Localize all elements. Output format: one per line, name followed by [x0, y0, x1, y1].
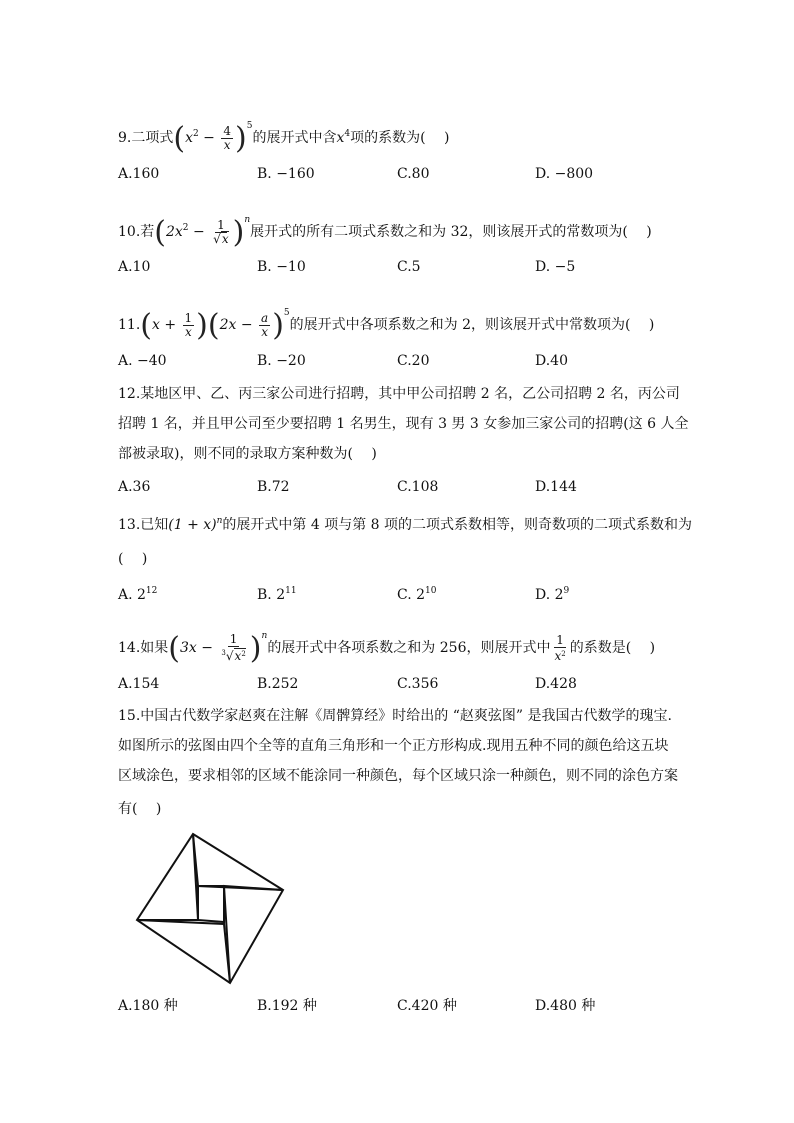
q11-outer-exp: 5 [283, 308, 290, 318]
q10-fraction [211, 219, 230, 246]
q9-option-c[interactable]: C.80 [397, 166, 430, 182]
question-10-stem [118, 210, 652, 250]
q15-option-a[interactable]: A.180 种 [118, 998, 178, 1014]
right-paren: ) [272, 308, 284, 343]
q14-expr-a: 3x − [179, 640, 218, 656]
question-15-options [118, 996, 698, 1016]
q11-factor2-a: 2x − [219, 317, 258, 333]
q13-option-a-label: A. 2 [118, 587, 146, 603]
q11-option-a[interactable]: A. −40 [118, 353, 167, 369]
q9-frac-den: x [223, 137, 231, 152]
q13-option-c-label: C. 2 [397, 587, 426, 603]
q10-minus: − [188, 224, 210, 240]
q14-option-b[interactable]: B.252 [257, 676, 299, 692]
q13-option-b-label: B. 2 [257, 587, 286, 603]
q14-fraction [219, 633, 247, 663]
q11-frac2-den: x [261, 324, 268, 339]
q9-option-d[interactable]: D. −800 [535, 166, 594, 182]
inner-square [198, 886, 224, 922]
right-paren: ) [232, 215, 245, 250]
question-12-line-3: 部被录取)，则不同的录取方案种数为( ) [118, 446, 377, 462]
q13-option-b-exp: 11 [285, 586, 297, 596]
question-13-options [118, 581, 698, 601]
q12-option-a[interactable]: A.36 [118, 479, 151, 495]
q14-suffix: 的系数是( ) [569, 640, 656, 656]
question-9-stem [118, 116, 450, 156]
q13-option-c[interactable] [397, 581, 436, 605]
question-12-options [118, 477, 698, 497]
question-14-prefix: 14.如果 [118, 640, 169, 656]
question-15-line-1: 15.中国古代数学家赵爽在注解《周髀算经》时给出的 “赵爽弦图” 是我国古代数学的瑰宝. [118, 708, 672, 724]
right-paren: ) [196, 308, 208, 343]
q15-option-d[interactable]: D.480 种 [535, 998, 596, 1014]
left-paren: ( [207, 308, 220, 343]
right-paren: ) [235, 121, 247, 156]
q9-base: x [185, 130, 193, 146]
q10-frac-num: 1 [217, 217, 225, 232]
question-9-options [118, 164, 698, 184]
q9-suffix: 项的系数为( ) [350, 130, 450, 146]
q10-frac-den: √x [213, 231, 229, 246]
triangle-right-edges [224, 886, 283, 983]
question-15-line-2: 如图所示的弦图由四个全等的直角三角形和一个正方形构成.现用五种不同的颜色给这五块 [118, 738, 669, 754]
question-9-prefix: 9.二项式 [118, 130, 174, 146]
q12-option-d[interactable]: D.144 [535, 479, 577, 495]
zhao-shuang-diagram [132, 828, 288, 992]
q9-term-exp: 4 [344, 129, 351, 139]
question-11-options [118, 351, 698, 371]
q10-outer-exp: n [244, 215, 251, 225]
q13-suffix: 的展开式中第 4 项与第 8 项的二项式系数相等，则奇数项的二项式系数和为 [222, 517, 693, 533]
question-11-stem [118, 303, 655, 343]
right-paren: ) [249, 631, 262, 666]
q14-option-a[interactable]: A.154 [118, 676, 160, 692]
left-paren: ( [168, 631, 180, 666]
q14-frac-num: 1 [229, 632, 238, 646]
q10-option-d[interactable]: D. −5 [535, 259, 576, 275]
q9-mid-text: 的展开式中含 [252, 130, 337, 146]
q11-option-d[interactable]: D.40 [535, 353, 568, 369]
q13-option-a[interactable] [118, 581, 157, 605]
q14-option-c[interactable]: C.356 [397, 676, 439, 692]
q14-radicand-base: x [234, 649, 242, 663]
q14-outer-exp: n [261, 631, 268, 641]
q11-frac1-num: 1 [184, 310, 193, 325]
question-13-blank: ( ) [118, 551, 148, 567]
q10-option-a[interactable]: A.10 [118, 259, 151, 275]
q15-option-b[interactable]: B.192 种 [257, 998, 317, 1014]
q10-radicand: x [221, 231, 229, 246]
q14-term-num: 1 [556, 632, 564, 647]
q14-term-den [552, 648, 567, 663]
q11-suffix: 的展开式中各项系数之和为 2，则该展开式中常数项为( ) [289, 317, 655, 333]
q13-expr-exp: n [216, 516, 223, 526]
q10-option-b[interactable]: B. −10 [257, 259, 306, 275]
left-paren: ( [154, 215, 166, 250]
q10-expr-a-exp: 2 [182, 223, 189, 233]
left-paren: ( [140, 308, 152, 343]
q9-option-a[interactable]: A.160 [118, 166, 160, 182]
q13-expr: (1 + x) [168, 517, 217, 533]
q11-option-b[interactable]: B. −20 [257, 353, 306, 369]
question-12-line-1: 12.某地区甲、乙、丙三家公司进行招聘，其中甲公司招聘 2 名，乙公司招聘 2 名，丙公司 [118, 386, 680, 402]
q11-fraction-2 [259, 312, 270, 339]
q9-outer-exp: 5 [246, 121, 253, 131]
q11-option-c[interactable]: C.20 [397, 353, 430, 369]
q9-option-b[interactable]: B. −160 [257, 166, 315, 182]
q13-option-d-exp: 9 [563, 586, 570, 596]
q14-radical-index: 3 [221, 649, 226, 657]
q14-option-d[interactable]: D.428 [535, 676, 577, 692]
q13-option-c-exp: 10 [425, 586, 437, 596]
question-14-options [118, 674, 698, 694]
q14-mid-text: 的展开式中各项系数之和为 256，则展开式中 [267, 640, 551, 656]
q14-term-fraction [552, 634, 567, 663]
question-12-line-2: 招聘 1 名，并且甲公司至少要招聘 1 名男生，现有 3 男 3 女参加三家公司的招聘(这 6 人全 [118, 416, 689, 432]
question-13-stem [118, 511, 692, 535]
question-15-line-3: 区域涂色，要求相邻的区域不能涂同一种颜色，每个区域只涂一种颜色，则不同的涂色方案 [118, 768, 678, 784]
left-paren: ( [173, 121, 186, 156]
q13-option-d[interactable] [535, 581, 569, 605]
q11-frac2-num: a [261, 310, 269, 325]
q9-base-exp: 2 [192, 129, 199, 139]
question-15-line-4: 有( ) [118, 801, 162, 817]
question-11-prefix: 11. [118, 317, 141, 333]
q14-term-den-exp: 2 [561, 649, 566, 658]
q14-radicand [234, 648, 246, 663]
q13-option-a-exp: 12 [145, 586, 158, 596]
question-13-prefix: 13.已知 [118, 517, 169, 533]
q11-fraction-1 [183, 312, 195, 339]
q14-radicand-exp: 2 [241, 650, 246, 658]
q9-fraction [221, 125, 233, 152]
question-14-stem [118, 626, 656, 666]
q14-term-den-base: x [554, 648, 562, 663]
q10-suffix: 展开式的所有二项式系数之和为 32，则该展开式的常数项为( ) [250, 224, 652, 240]
q13-option-d-label: D. 2 [535, 587, 564, 603]
outer-square [137, 834, 283, 983]
q12-option-b[interactable]: B.72 [257, 479, 290, 495]
q9-minus: − [198, 130, 220, 146]
q14-frac-den: $^3√x^2$ [221, 649, 246, 663]
q12-option-c[interactable]: C.108 [397, 479, 439, 495]
q13-option-b[interactable] [257, 581, 297, 605]
question-10-options [118, 257, 698, 277]
q9-frac-num: 4 [223, 123, 231, 138]
q11-factor1-a: x + [151, 317, 181, 333]
q10-expr-a: 2x [165, 224, 183, 240]
q10-option-c[interactable]: C.5 [397, 259, 421, 275]
question-10-prefix: 10.若 [118, 224, 155, 240]
q9-term: x [336, 130, 345, 146]
q15-option-c[interactable]: C.420 种 [397, 998, 457, 1014]
q11-frac1-den: x [184, 324, 192, 339]
